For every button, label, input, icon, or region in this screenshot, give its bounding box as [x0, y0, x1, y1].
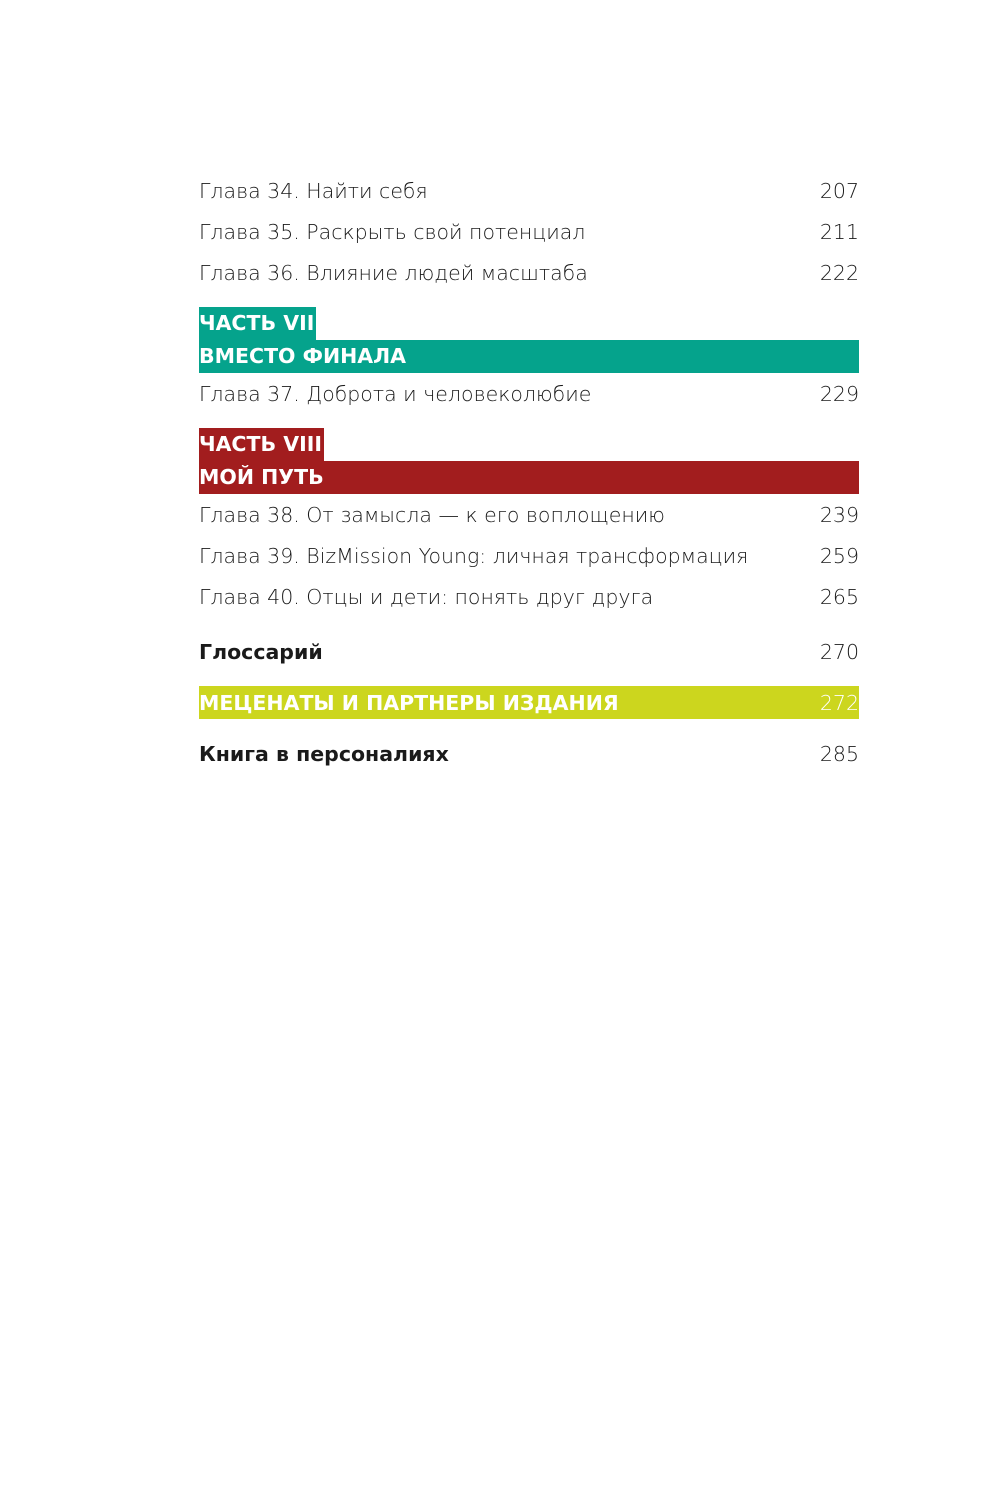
entry-title: Глава 39. BizMission Young: личная трансформация	[199, 543, 749, 568]
entry-page: 259	[819, 543, 859, 568]
entry-page: 272	[819, 690, 859, 715]
entry-title: Глоссарий	[199, 639, 323, 664]
toc-entry-chapter-40[interactable]	[199, 576, 859, 617]
spacer	[199, 293, 859, 307]
part-7-heading[interactable]	[199, 307, 859, 373]
toc-entry-chapter-37[interactable]	[199, 373, 859, 414]
part-8-title: МОЙ ПУТЬ	[199, 461, 859, 494]
entry-page: 239	[819, 502, 859, 527]
entry-page: 285	[819, 741, 859, 766]
toc-entry-patrons[interactable]	[199, 686, 859, 719]
toc-entry-chapter-34[interactable]	[199, 170, 859, 211]
part-7-label: ЧАСТЬ VII	[199, 307, 316, 340]
part-8-label: ЧАСТЬ VIII	[199, 428, 324, 461]
entry-page: 229	[819, 381, 859, 406]
toc-entry-chapter-35[interactable]	[199, 211, 859, 252]
entry-title: Книга в персоналиях	[199, 741, 449, 766]
entry-title: Глава 36. Влияние людей масштаба	[199, 260, 588, 285]
table-of-contents	[199, 170, 859, 774]
toc-entry-glossary[interactable]	[199, 631, 859, 672]
toc-entry-chapter-39[interactable]	[199, 535, 859, 576]
entry-page: 211	[819, 219, 859, 244]
entry-title: Глава 38. От замысла — к его воплощению	[199, 502, 665, 527]
entry-page: 265	[819, 584, 859, 609]
spacer	[199, 414, 859, 428]
entry-title: Глава 40. Отцы и дети: понять друг друга	[199, 584, 654, 609]
toc-entry-personalia[interactable]	[199, 733, 859, 774]
entry-title: Глава 37. Доброта и человеколюбие	[199, 381, 592, 406]
spacer	[199, 672, 859, 686]
part-7-title: ВМЕСТО ФИНАЛА	[199, 340, 859, 373]
entry-page: 222	[819, 260, 859, 285]
entry-title: Глава 34. Найти себя	[199, 178, 428, 203]
entry-page: 207	[819, 178, 859, 203]
spacer	[199, 719, 859, 733]
part-8-heading[interactable]	[199, 428, 859, 494]
spacer	[199, 617, 859, 631]
toc-entry-chapter-36[interactable]	[199, 252, 859, 293]
toc-entry-chapter-38[interactable]	[199, 494, 859, 535]
entry-title: Глава 35. Раскрыть свой потенциал	[199, 219, 586, 244]
entry-page: 270	[819, 639, 859, 664]
entry-title: МЕЦЕНАТЫ И ПАРТНЕРЫ ИЗДАНИЯ	[199, 690, 619, 715]
